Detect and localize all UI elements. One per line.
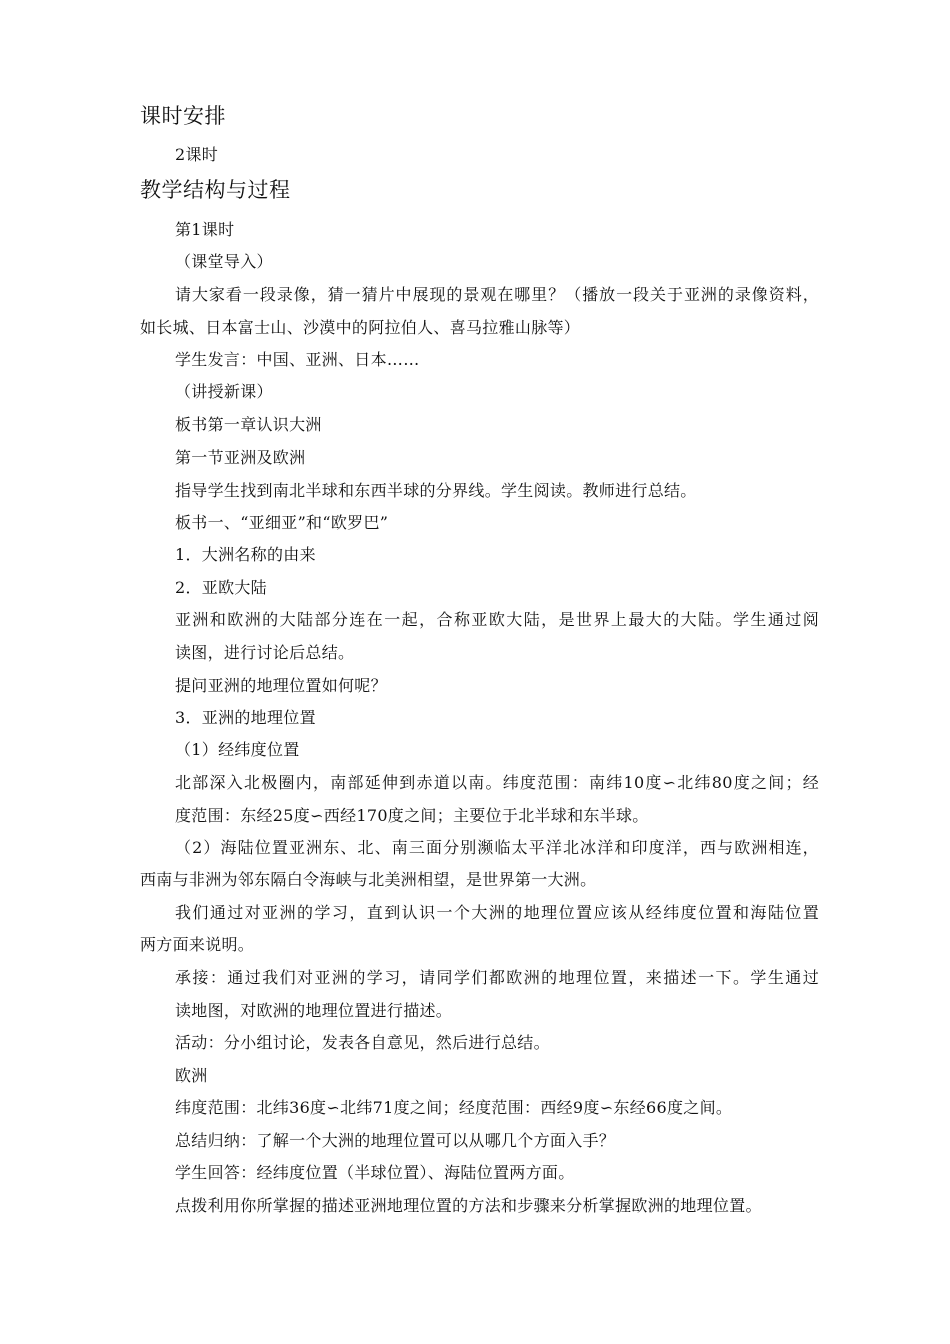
paragraph-line: 请大家看一段录像，猜一猜片中展现的景观在哪里？（播放一段关于亚洲的录像资料， <box>175 285 819 304</box>
board-one: 板书一、“亚细亚”和“欧罗巴” <box>175 513 389 532</box>
paragraph-line: 北部深入北极圈内，南部延伸到赤道以南。纬度范围：南纬10度∽北纬80度之间；经 <box>175 773 819 792</box>
paragraph-line: 提问亚洲的地理位置如何呢？ <box>175 676 387 695</box>
heading-schedule: 课时安排 <box>140 104 226 128</box>
list-item: 3．亚洲的地理位置 <box>175 708 316 727</box>
paragraph-line: （2）海陆位置亚洲东、北、南三面分别濒临太平洋北冰洋和印度洋，西与欧洲相连， <box>175 838 819 857</box>
paragraph-line: 学生回答：经纬度位置（半球位置）、海陆位置两方面。 <box>175 1163 575 1182</box>
paragraph-line: 西南与非洲为邻东隔白令海峡与北美洲相望，是世界第一大洲。 <box>140 870 597 889</box>
paragraph-line: 总结归纳：了解一个大洲的地理位置可以从哪几个方面入手？ <box>175 1131 616 1150</box>
section-new: （讲授新课） <box>175 382 273 401</box>
paragraph-line: 纬度范围：北纬36度∽北纬71度之间；经度范围：西经9度∽东经66度之间。 <box>175 1098 733 1117</box>
paragraph-line: 承接：通过我们对亚洲的学习，请同学们都欧洲的地理位置，来描述一下。学生通过 <box>175 968 819 987</box>
paragraph-line: 读图，进行讨论后总结。 <box>175 643 355 662</box>
paragraph-line: 学生发言：中国、亚洲、日本…… <box>175 350 420 369</box>
schedule-value: 2课时 <box>175 145 219 164</box>
paragraph-line: 欧洲 <box>175 1066 208 1085</box>
paragraph-line: 两方面来说明。 <box>140 935 255 954</box>
paragraph-line: 度范围：东经25度∽西经170度之间；主要位于北半球和东半球。 <box>175 806 649 825</box>
sub-heading: （1）经纬度位置 <box>175 740 300 759</box>
lesson-label: 第1课时 <box>175 220 235 239</box>
paragraph-line: 我们通过对亚洲的学习，直到认识一个大洲的地理位置应该从经纬度位置和海陆位置 <box>175 903 819 922</box>
paragraph-line: 读地图，对欧洲的地理位置进行描述。 <box>175 1001 453 1020</box>
paragraph-line: 指导学生找到南北半球和东西半球的分界线。学生阅读。教师进行总结。 <box>175 481 697 500</box>
section-intro: （课堂导入） <box>175 252 273 271</box>
paragraph-line: 如长城、日本富士山、沙漠中的阿拉伯人、喜马拉雅山脉等） <box>140 318 581 337</box>
paragraph-line: 点拨利用你所掌握的描述亚洲地理位置的方法和步骤来分析掌握欧洲的地理位置。 <box>175 1196 762 1215</box>
heading-structure: 教学结构与过程 <box>140 178 291 202</box>
paragraph-line: 亚洲和欧洲的大陆部分连在一起，合称亚欧大陆，是世界上最大的大陆。学生通过阅 <box>175 610 819 629</box>
paragraph-line: 活动：分小组讨论，发表各自意见，然后进行总结。 <box>175 1033 550 1052</box>
board-section: 第一节亚洲及欧洲 <box>175 448 306 467</box>
board-chapter: 板书第一章认识大洲 <box>175 415 322 434</box>
list-item: 2．亚欧大陆 <box>175 578 267 597</box>
list-item: 1．大洲名称的由来 <box>175 545 316 564</box>
